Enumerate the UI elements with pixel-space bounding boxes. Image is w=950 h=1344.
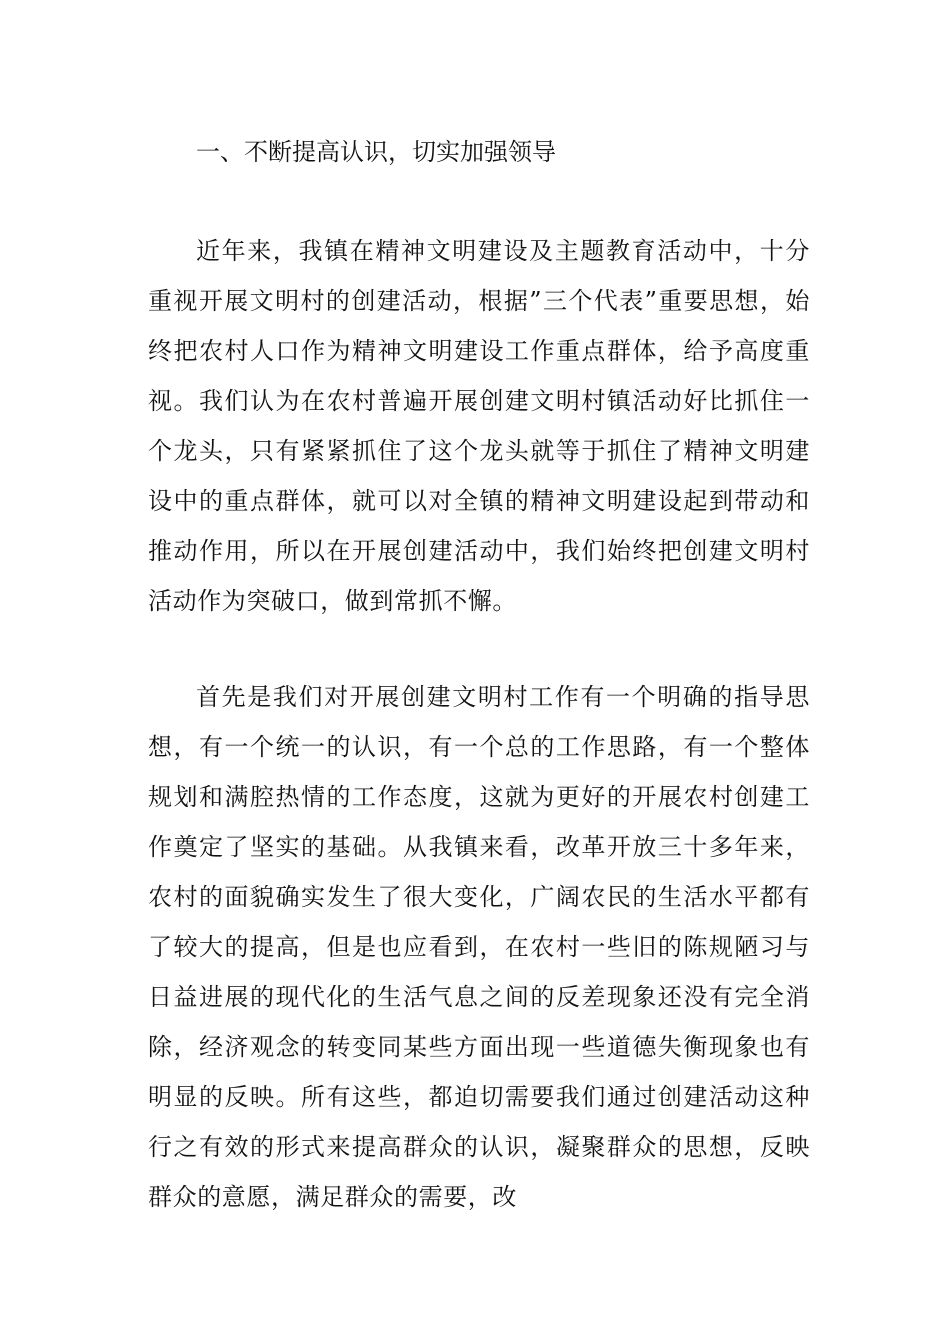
section-heading: 一、不断提高认识，切实加强领导	[196, 138, 556, 166]
paragraph-1: 近年来，我镇在精神文明建设及主题教育活动中，十分重视开展文明村的创建活动，根据”三个代表”重要思想，始终把农村人口作为精神文明建设工作重点群体，给予高度重视。我们认为在农村普遍开展创建文明村镇活动好比抓住一个龙头，只有紧紧抓住了这个龙头就等于抓住了精神文明建设中的重点群体，就可以对全镇的精神文明建设起到带动和推动作用，所以在开展创建活动中，我们始终把创建文明村活动作为突破口，做到常抓不懈。	[148, 237, 810, 615]
paragraph-2: 首先是我们对开展创建文明村工作有一个明确的指导思想，有一个统一的认识，有一个总的工作思路，有一个整体规划和满腔热情的工作态度，这就为更好的开展农村创建工作奠定了坚实的基础。从我镇来看，改革开放三十多年来，农村的面貌确实发生了很大变化，广阔农民的生活水平都有了较大的提高，但是也应看到，在农村一些旧的陈规陋习与日益进展的现代化的生活气息之间的反差现象还没有完全消除，经济观念的转变同某些方面出现一些道德失衡现象也有明显的反映。所有这些，都迫切需要我们通过创建活动这种行之有效的形式来提高群众的认识，凝聚群众的思想，反映群众的意愿，满足群众的需要，改	[148, 683, 810, 1211]
